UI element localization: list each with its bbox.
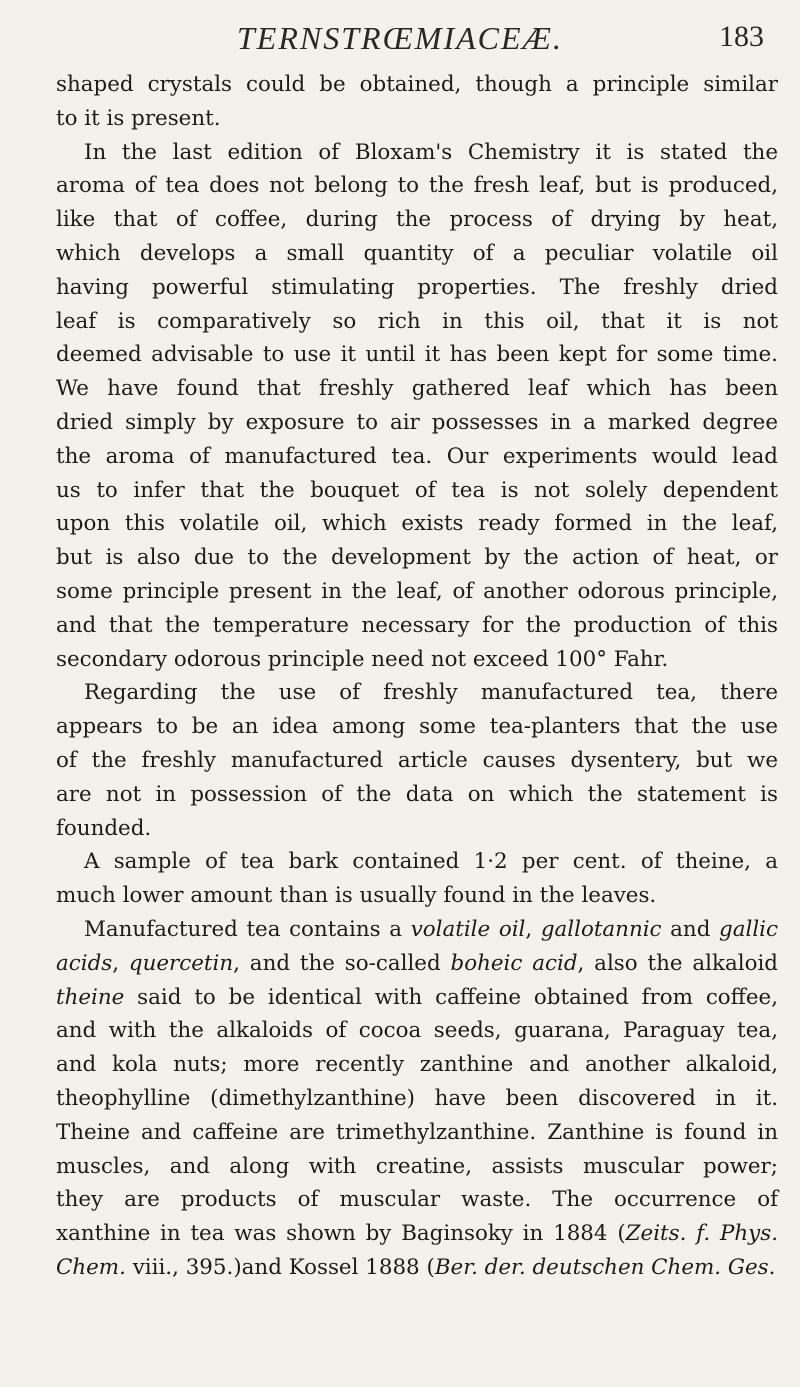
text-line: and that the temperature necessary for the production of this <box>56 612 778 638</box>
text-line: appears to be an idea among some tea-planters that the use <box>56 714 778 740</box>
italic-term: gallotannic <box>540 916 662 942</box>
text-line: which develops a small quantity of a peculiar volatile oil <box>56 240 778 266</box>
text-line <box>56 913 778 947</box>
text-segment: , also the alkaloid <box>577 950 778 976</box>
paragraph-2 <box>56 136 778 677</box>
page-number: 183 <box>719 20 764 53</box>
text-line: much lower amount than is usually found in the leaves. <box>56 883 657 909</box>
italic-term: boheic acid <box>450 950 578 976</box>
text-line: they are products of muscular waste. The occurrence of <box>56 1187 778 1213</box>
text-line: to it is present. <box>56 105 221 131</box>
italic-term: acids <box>56 950 113 976</box>
paragraph-1 <box>56 68 778 136</box>
text-line <box>56 947 778 981</box>
text-line: Theine and caffeine are trimethylzanthine. Zanthine is found in <box>56 1119 778 1145</box>
text-line: us to infer that the bouquet of tea is not solely dependent <box>56 477 778 503</box>
text-line: leaf is comparatively so rich in this oil, that it is not <box>56 308 778 334</box>
text-line: shaped crystals could be obtained, though a principle similar <box>56 72 778 97</box>
italic-term: gallic <box>719 916 778 942</box>
running-head <box>0 18 800 58</box>
text-line: We have found that freshly gathered leaf which has been <box>56 376 778 402</box>
text-line: are not in possession of the data on which the statement is <box>56 781 778 807</box>
text-line: upon this volatile oil, which exists ready formed in the leaf, <box>56 511 778 537</box>
italic-citation: Chem. <box>56 1254 126 1280</box>
text-line: and with the alkaloids of cocoa seeds, guarana, Paraguay tea, <box>56 1018 778 1044</box>
text-line: In the last edition of Bloxam's Chemistry it is stated the <box>84 139 778 165</box>
italic-citation: Zeits. f. Phys. <box>625 1221 778 1247</box>
italic-citation: Ber. der. deutschen Chem. Ges. <box>434 1254 776 1280</box>
paragraph-5 <box>56 913 778 1285</box>
italic-term: quercetin <box>128 950 234 976</box>
text-line: secondary odorous principle need not exceed 100° Fahr. <box>56 646 669 672</box>
text-line: but is also due to the development by the action of heat, or <box>56 545 778 571</box>
text-segment: xanthine in tea was shown by Baginsoky in 1884 ( <box>56 1221 626 1247</box>
text-line <box>56 981 778 1015</box>
text-line <box>56 1217 778 1251</box>
text-line: deemed advisable to use it until it has been kept for some time. <box>56 342 778 368</box>
text-segment: said to be identical with caffeine obtained from coffee, <box>124 984 778 1010</box>
text-line: theophylline (dimethylzanthine) have been discovered in it. <box>56 1085 778 1111</box>
text-segment: , <box>525 916 541 942</box>
text-line: muscles, and along with creatine, assists muscular power; <box>56 1153 778 1179</box>
paragraph-4 <box>56 845 778 913</box>
text-segment: , <box>112 950 129 976</box>
body-text <box>56 68 778 1285</box>
text-line: and kola nuts; more recently zanthine and another alkaloid, <box>56 1052 778 1078</box>
text-segment: and <box>661 916 720 942</box>
text-line: A sample of tea bark contained 1·2 per cent. of theine, a <box>84 849 778 875</box>
text-line: Regarding the use of freshly manufactured tea, there <box>84 680 778 706</box>
text-line: aroma of tea does not belong to the fresh leaf, but is produced, <box>56 173 778 199</box>
text-segment: viii., 395.)and Kossel 1888 ( <box>125 1254 435 1280</box>
text-line: founded. <box>56 815 152 841</box>
text-line: dried simply by exposure to air possesses in a marked degree <box>56 409 778 435</box>
italic-term: volatile oil <box>410 916 526 942</box>
text-line: the aroma of manufactured tea. Our experiments would lead <box>56 443 778 469</box>
text-segment: Manufactured tea contains a <box>84 916 411 942</box>
text-line: some principle present in the leaf, of another odorous principle, <box>56 578 778 604</box>
paragraph-3 <box>56 676 778 845</box>
text-line: having powerful stimulating properties. The freshly dried <box>56 274 778 300</box>
text-line <box>56 1251 778 1285</box>
text-line: of the freshly manufactured article causes dysentery, but we <box>56 747 778 773</box>
text-segment: , and the so-called <box>233 950 451 976</box>
running-head-title: TERNSTRŒMIACEÆ. <box>237 20 563 56</box>
italic-term: theine <box>56 984 125 1010</box>
text-line: like that of coffee, during the process of drying by heat, <box>56 207 778 233</box>
